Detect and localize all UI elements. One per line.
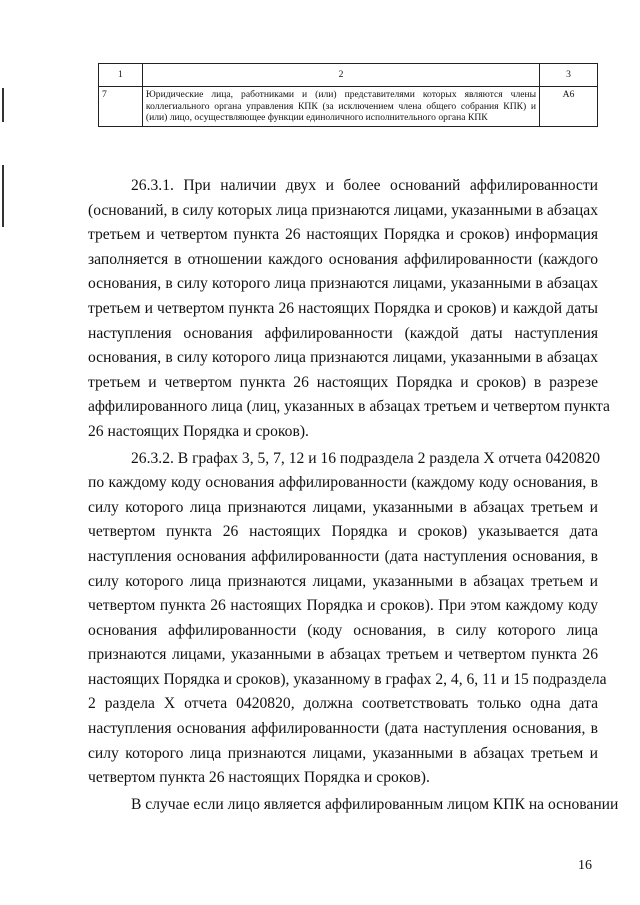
text-line: основания, в силу которого лица признаются лицами, указанными в абзацах — [88, 349, 598, 367]
text-line: признаются лицами, указанными в абзацах третьем и четвертом пункта 26 — [88, 646, 598, 664]
paragraph — [88, 174, 610, 445]
text-line: третьем и четвертом пункта 26 настоящих Порядка и сроков) в разрезе — [88, 373, 598, 391]
row-number: 7 — [99, 87, 143, 127]
text-line: основания аффилированности (коду основания, в силу которого лица — [88, 621, 598, 639]
text-line: наступления основания аффилированности (дата наступления основания, в — [88, 547, 598, 565]
table-row — [99, 87, 598, 127]
paragraph — [88, 447, 607, 791]
text-line: силу которого лица признаются лицами, указанными в абзацах третьем и — [88, 572, 598, 590]
text-line: наступления основания аффилированности (каждой даты наступления — [88, 324, 598, 342]
text-line: 2 раздела X отчета 0420820, должна соответствовать только одна дата — [88, 695, 598, 713]
text-line: силу которого лица признаются лицами, указанными в абзацах третьем и — [88, 744, 598, 762]
row-code: А6 — [540, 87, 598, 127]
text-line: третьем и четвертом пункта 26 настоящих Порядка и сроков) информация — [88, 226, 598, 244]
text-line: четвертом пункта 26 настоящих Порядка и сроков) указывается дата — [88, 523, 598, 541]
text-line: по каждому коду основания аффилированности (каждому коду основания, в — [88, 474, 598, 492]
header-cell: 3 — [540, 64, 598, 87]
header-cell: 1 — [99, 64, 143, 87]
text-line: силу которого лица признаются лицами, указанными в абзацах третьем и — [88, 498, 598, 516]
paragraph — [88, 793, 619, 818]
text-line: заполняется в отношении каждого основания аффилированности (каждого — [88, 250, 598, 268]
text-line: наступления основания аффилированности (дата наступления основания, в — [88, 720, 598, 738]
text-line: настоящих Порядка и сроков), указанному в графах 2, 4, 6, 11 и 15 подраздела — [88, 670, 607, 688]
document-body — [88, 174, 619, 819]
text-line: четвертом пункта 26 настоящих Порядка и сроков). При этом каждому коду — [88, 597, 598, 615]
text-line: 26.3.1. При наличии двух и более оснований аффилированности — [131, 177, 598, 194]
text-line: третьем и четвертом пункта 26 настоящих Порядка и сроков) и каждой даты — [88, 299, 598, 317]
affiliation-code-table — [98, 63, 598, 127]
row-description: Юридические лица, работниками и (или) представителями которых являются члены коллегиального органа управления КПК (за исключением члена общего собрания КПК) и (или) лицо, осуществляющее функции единоличного исполнительного органа КПК — [142, 87, 539, 127]
scan-margin-mark — [2, 88, 4, 122]
text-line: аффилированного лица (лиц, указанных в абзацах третьем и четвертом пункта — [88, 398, 610, 416]
text-line: основания, в силу которого лица признаются лицами, указанными в абзацах — [88, 275, 598, 293]
scan-margin-mark — [2, 165, 4, 227]
text-line: 26.3.2. В графах 3, 5, 7, 12 и 16 подраздела 2 раздела X отчета 0420820 — [131, 449, 601, 467]
text-line: (оснований, в силу которых лица признаются лицами, указанными в абзацах — [88, 201, 598, 219]
text-line: четвертом пункта 26 настоящих Порядка и сроков). — [88, 769, 430, 787]
page-number: 16 — [578, 858, 592, 873]
text-line: В случае если лицо является аффилированным лицом КПК на основании — [131, 795, 619, 813]
text-line: 26 настоящих Порядка и сроков). — [88, 422, 309, 440]
table-header-row — [99, 64, 598, 87]
header-cell: 2 — [142, 64, 539, 87]
